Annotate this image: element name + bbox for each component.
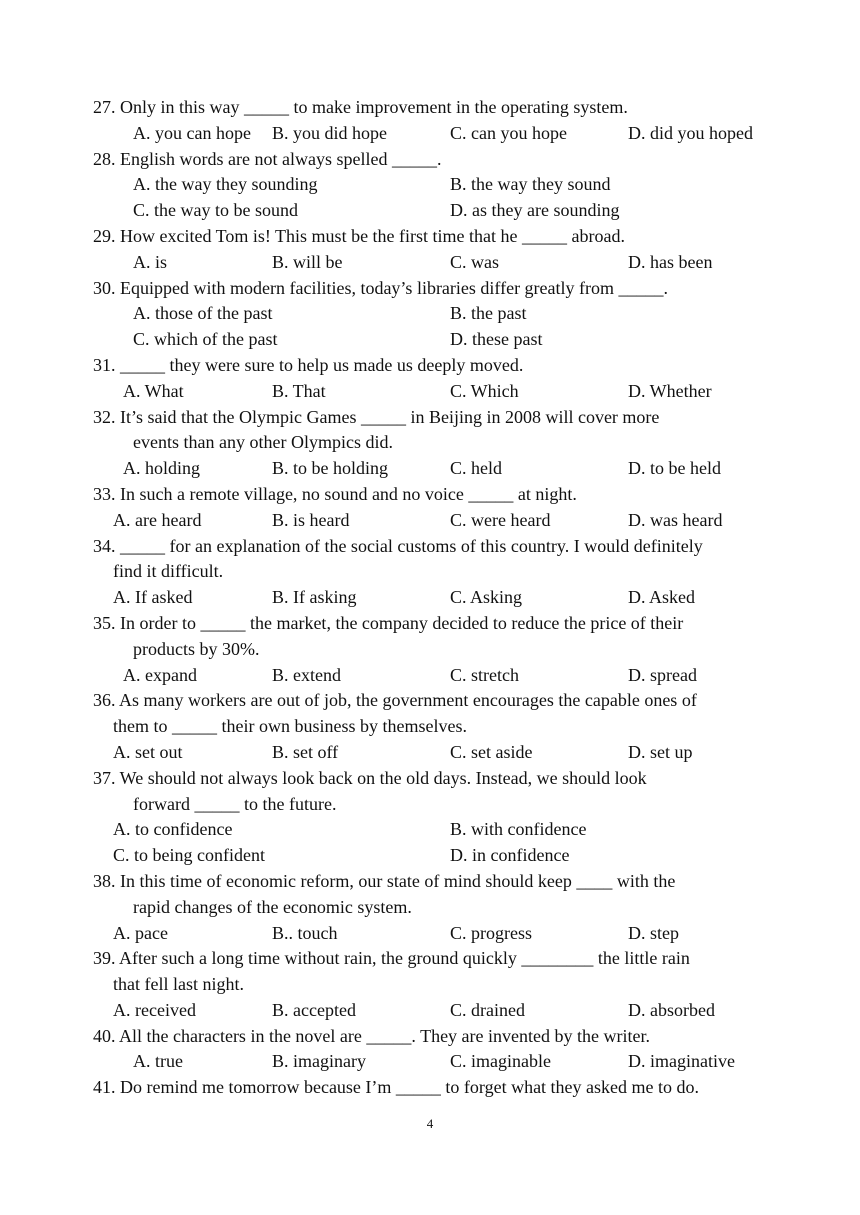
option-d: D. absorbed <box>628 999 715 1020</box>
question-28 <box>0 147 860 173</box>
option-d: D. these past <box>450 329 543 350</box>
question-27 <box>0 95 860 121</box>
option-b: B. If asking <box>272 587 357 608</box>
question-continuation <box>0 430 860 456</box>
question-text: 37. We should not always look back on the old days. Instead, we should look <box>93 767 647 788</box>
option-c: C. was <box>450 251 499 272</box>
option-d: D. spread <box>628 664 697 685</box>
question-continuation <box>0 972 860 998</box>
question-31 <box>0 353 860 379</box>
question-41 <box>0 1075 860 1101</box>
option-c: C. Which <box>450 380 519 401</box>
option-a: A. is <box>133 251 168 272</box>
options-row <box>0 327 860 353</box>
question-continuation <box>0 792 860 818</box>
options-row <box>0 198 860 224</box>
option-c: C. held <box>450 458 502 479</box>
option-a: A. the way they sounding <box>133 174 318 195</box>
option-a: A. pace <box>113 922 168 943</box>
question-text-continued: them to _____ their own business by themselves. <box>113 716 467 737</box>
options-row <box>0 172 860 198</box>
option-c: C. drained <box>450 999 525 1020</box>
option-d: D. to be held <box>628 458 721 479</box>
option-c: C. can you hope <box>450 122 567 143</box>
option-b: B. will be <box>272 251 343 272</box>
options-row <box>0 456 860 482</box>
question-30 <box>0 276 860 302</box>
option-a: A. expand <box>123 664 197 685</box>
option-c: C. to being confident <box>113 845 265 866</box>
option-a: A. If asked <box>113 587 193 608</box>
option-a: A. you can hope <box>133 122 251 143</box>
question-text-continued: find it difficult. <box>113 561 224 582</box>
question-32 <box>0 405 860 431</box>
options-row <box>0 508 860 534</box>
option-d: D. in confidence <box>450 845 570 866</box>
option-d: D. Asked <box>628 587 695 608</box>
question-33 <box>0 482 860 508</box>
options-row <box>0 817 860 843</box>
question-continuation <box>0 559 860 585</box>
option-d: D. as they are sounding <box>450 200 620 221</box>
options-row <box>0 301 860 327</box>
question-text-continued: events than any other Olympics did. <box>133 432 393 453</box>
option-c: C. set aside <box>450 741 533 762</box>
question-text: 30. Equipped with modern facilities, today’s libraries differ greatly from _____. <box>93 277 669 298</box>
option-d: D. set up <box>628 741 693 762</box>
option-c: C. the way to be sound <box>133 200 298 221</box>
option-b: B. is heard <box>272 509 350 530</box>
question-continuation <box>0 714 860 740</box>
option-b: B. set off <box>272 741 339 762</box>
question-39 <box>0 946 860 972</box>
option-c: C. stretch <box>450 664 519 685</box>
options-row <box>0 663 860 689</box>
option-a: A. received <box>113 999 196 1020</box>
option-b: B. you did hope <box>272 122 387 143</box>
question-40 <box>0 1024 860 1050</box>
question-text: 41. Do remind me tomorrow because I’m _____ to forget what they asked me to do. <box>93 1077 700 1098</box>
question-text-continued: rapid changes of the economic system. <box>133 896 412 917</box>
option-d: D. Whether <box>628 380 712 401</box>
option-a: A. those of the past <box>133 303 273 324</box>
option-b: B. imaginary <box>272 1051 366 1072</box>
question-text: 27. Only in this way _____ to make improvement in the operating system. <box>93 97 628 117</box>
question-list <box>0 95 860 1101</box>
question-29 <box>0 224 860 250</box>
option-b: B. extend <box>272 664 341 685</box>
question-text-continued: that fell last night. <box>113 974 244 995</box>
option-c: C. imaginable <box>450 1051 551 1072</box>
question-text: 34. _____ for an explanation of the social customs of this country. I would definitely <box>93 535 703 556</box>
question-text-continued: products by 30%. <box>133 638 260 659</box>
question-text: 29. How excited Tom is! This must be the first time that he _____ abroad. <box>93 225 625 246</box>
option-b: B. the way they sound <box>450 174 611 195</box>
option-d: D. did you hoped <box>628 122 753 143</box>
option-a: A. true <box>133 1051 183 1072</box>
question-37 <box>0 766 860 792</box>
options-row <box>0 250 860 276</box>
options-row <box>0 585 860 611</box>
options-row <box>0 1049 860 1075</box>
question-text: 33. In such a remote village, no sound and no voice _____ at night. <box>93 483 577 504</box>
question-35 <box>0 611 860 637</box>
question-38 <box>0 869 860 895</box>
options-row <box>0 379 860 405</box>
question-text: 32. It’s said that the Olympic Games _____ in Beijing in 2008 will cover more <box>93 406 660 427</box>
option-c: C. which of the past <box>133 329 278 350</box>
question-36 <box>0 688 860 714</box>
question-text: 35. In order to _____ the market, the company decided to reduce the price of their <box>93 612 684 633</box>
question-text: 28. English words are not always spelled _____. <box>93 148 442 169</box>
options-row <box>0 998 860 1024</box>
options-row <box>0 921 860 947</box>
question-text: 40. All the characters in the novel are _____. They are invented by the writer. <box>93 1025 650 1046</box>
question-34 <box>0 534 860 560</box>
options-row <box>0 740 860 766</box>
option-a: A. set out <box>113 741 183 762</box>
question-text: 38. In this time of economic reform, our state of mind should keep ____ with the <box>93 870 676 891</box>
question-text: 36. As many workers are out of job, the government encourages the capable ones of <box>93 690 697 711</box>
question-text: 39. After such a long time without rain, the ground quickly ________ the little rain <box>93 948 690 969</box>
option-a: A. to confidence <box>113 819 233 840</box>
question-continuation <box>0 895 860 921</box>
page-number: 4 <box>426 1116 434 1131</box>
option-b: B. to be holding <box>272 458 388 479</box>
option-b: B. accepted <box>272 999 356 1020</box>
option-b: B. with confidence <box>450 819 587 840</box>
option-c: C. progress <box>450 922 532 943</box>
option-d: D. imaginative <box>628 1051 735 1072</box>
option-a: A. are heard <box>113 509 202 530</box>
option-b: B. the past <box>450 303 527 324</box>
option-d: D. step <box>628 922 679 943</box>
options-row <box>0 121 860 147</box>
option-b: B. That <box>272 380 326 401</box>
option-d: D. was heard <box>628 509 723 530</box>
option-a: A. holding <box>123 458 201 479</box>
option-d: D. has been <box>628 251 713 272</box>
question-text-continued: forward _____ to the future. <box>133 793 337 814</box>
option-c: C. were heard <box>450 509 551 530</box>
option-c: C. Asking <box>450 587 523 608</box>
option-a: A. What <box>123 380 184 401</box>
question-text: 31. _____ they were sure to help us made us deeply moved. <box>93 354 524 375</box>
question-continuation <box>0 637 860 663</box>
options-row <box>0 843 860 869</box>
option-b: B.. touch <box>272 922 338 943</box>
